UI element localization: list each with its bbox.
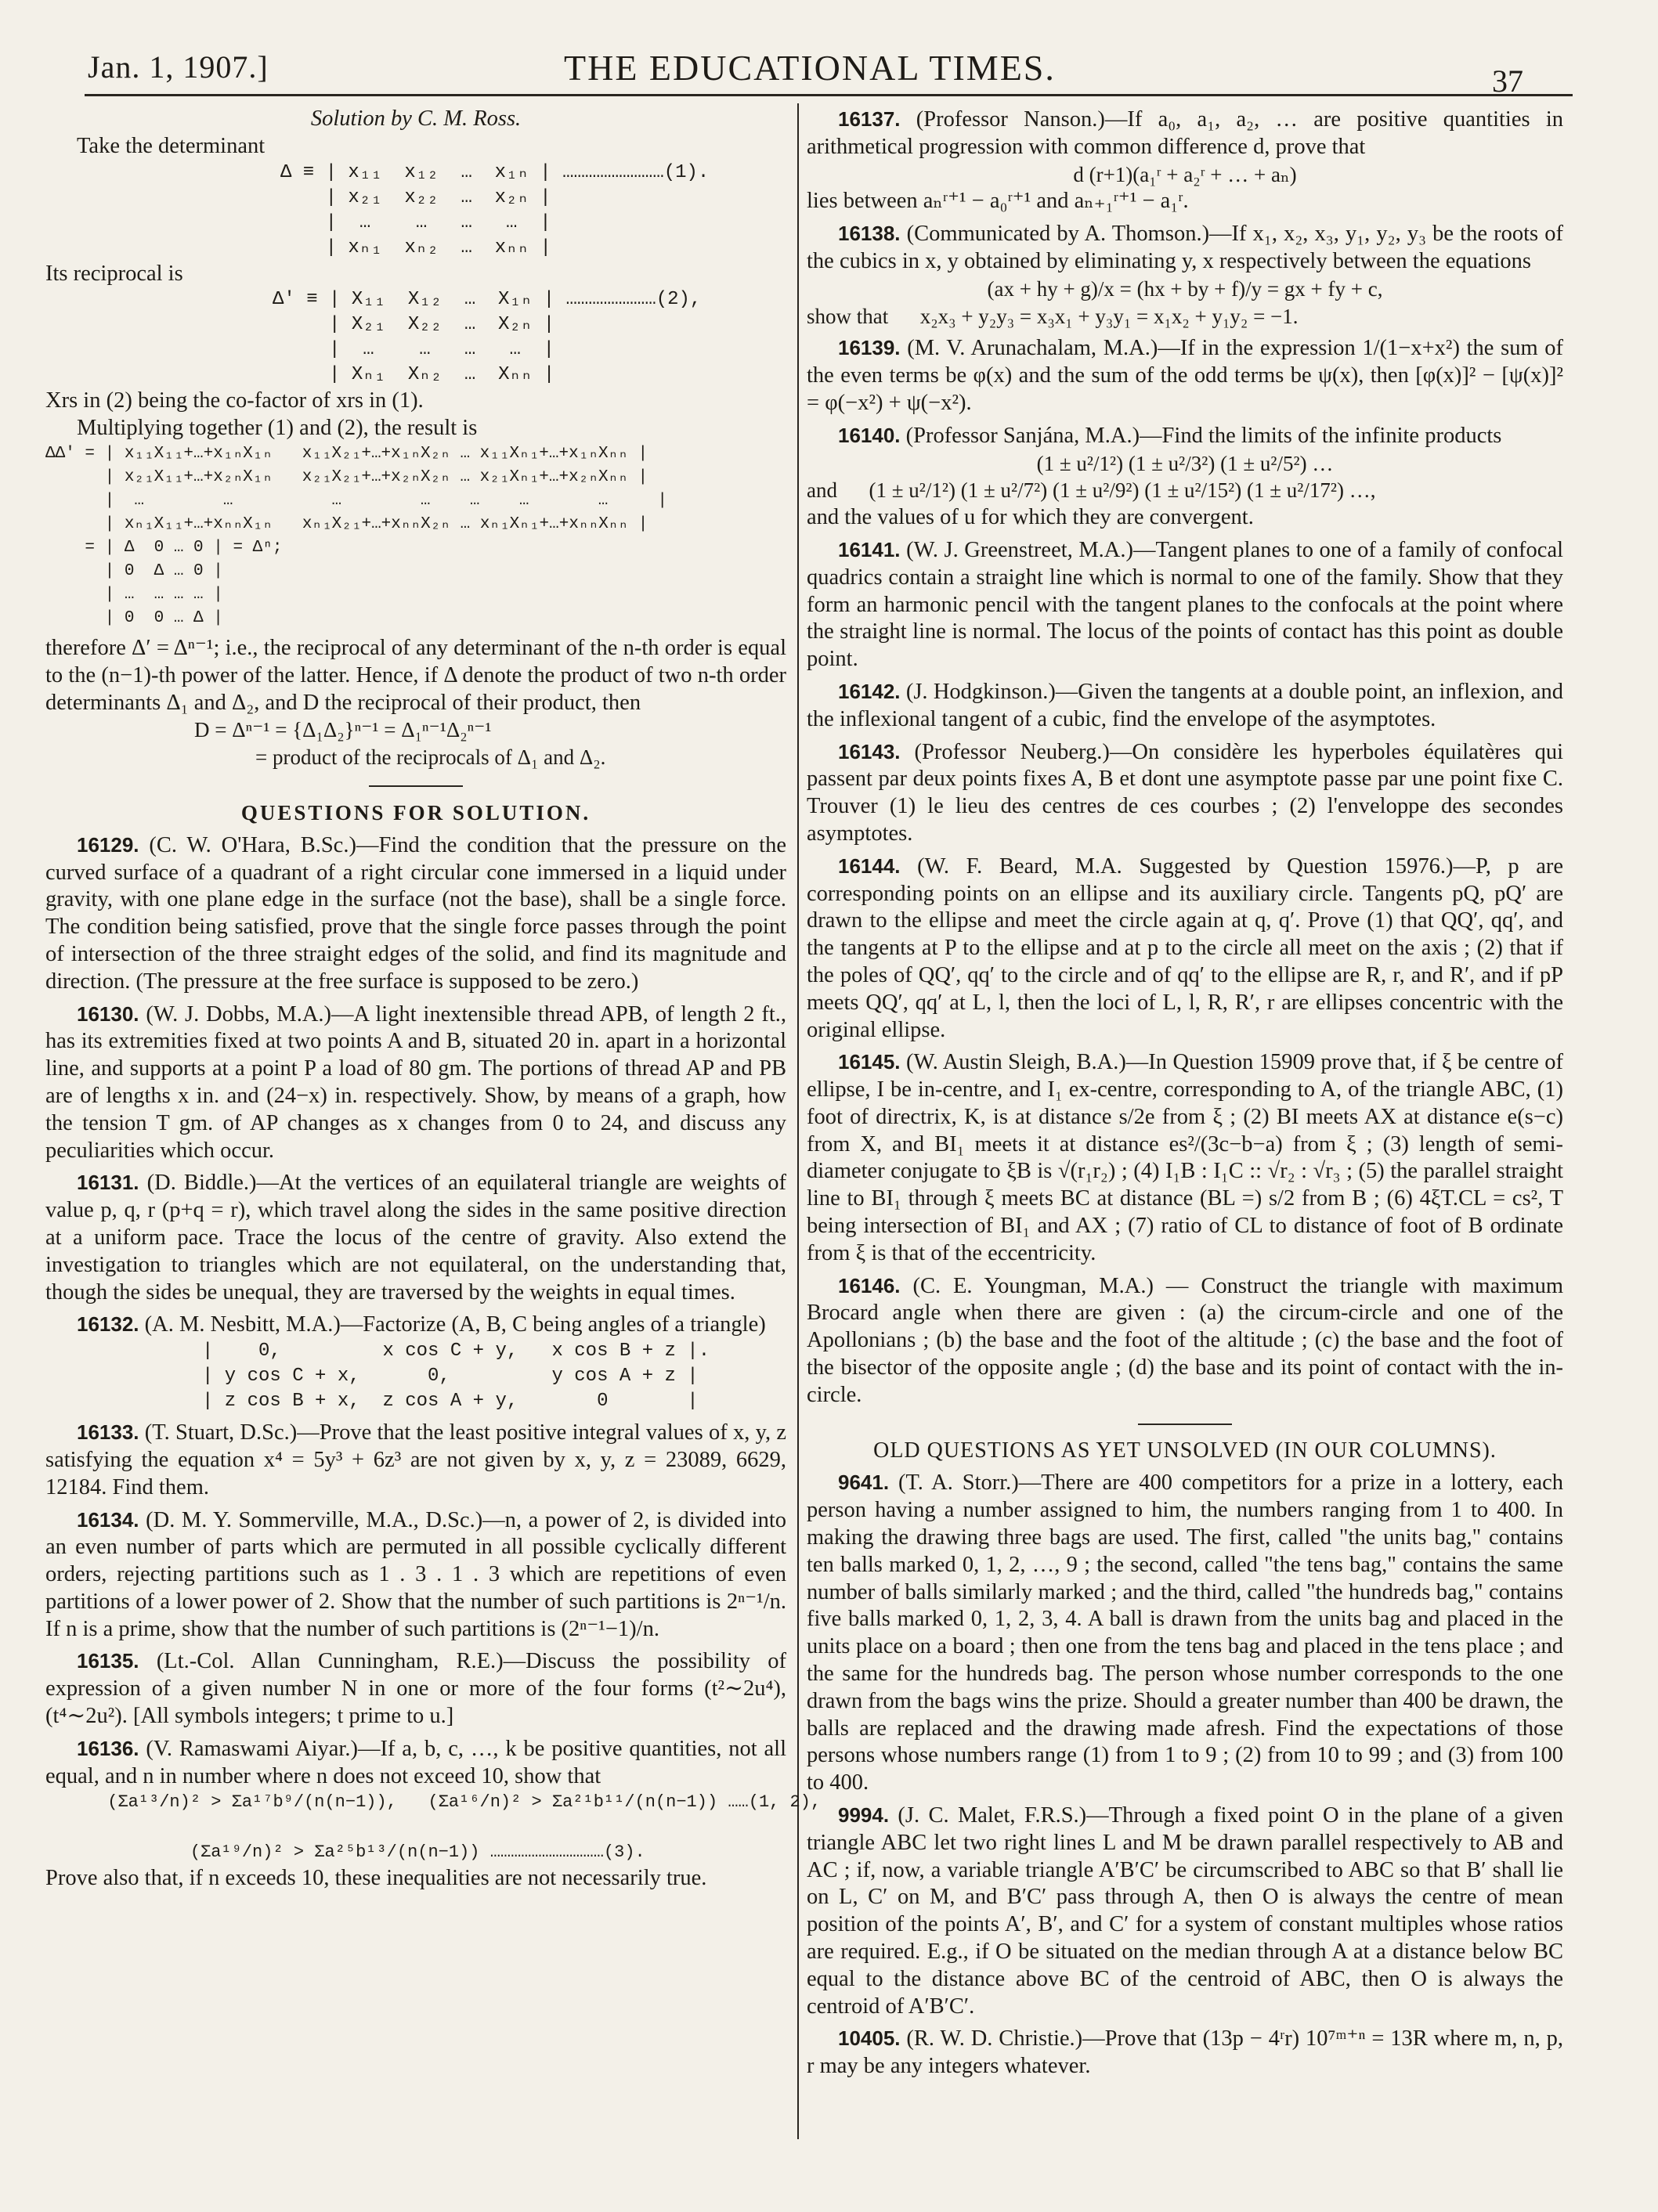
question-16146: 16146. (C. E. Youngman, M.A.) — Construct the triangle with maximum Brocard angle when there are given : (a) the circum-circle and one of the Apollonians ; (b) the base and the foot of the altitude ; (c) the base and the foot of the bisector of the opposite angle ; (d) the base and its point of contact with the in-circle. [807,1273,1563,1407]
question-16133: 16133. (T. Stuart, D.Sc.)—Prove that the least positive integral values of x, y, z satisfying the equation x⁴ = 5y³ + 6z³ are not given by x, y, z = 23089, 6629, 12184. Find them. [45,1420,787,1499]
old-questions-heading: OLD QUESTIONS AS YET UNSOLVED (IN OUR COLUMNS). [873,1438,1497,1463]
cofactor-note: Xrs in (2) being the co-factor of xrs in (1). [45,388,424,413]
determinant-delta: Δ ≡ | x₁₁ x₁₂ … x₁ₙ | ………………………(1). | x₂₁ x₂₂ … x₂ₙ | | … … … … | | xₙ₁ xₙ₂ … xₙₙ | [280,161,710,258]
question-16136: 16136. (V. Ramaswami Aiyar.)—If a, b, c, …, k be positive quantities, not all equal, and n in number where n does not exceed 10, show that [45,1736,787,1788]
question-9994: 9994. (J. C. Malet, F.R.S.)—Through a fixed point O in the plane of a given triangle ABC let two right lines L and M be drawn parallel respectively to AB and AC ; if, now, a variable triangle A′B′C′ be circumscribed to ABC so that B′ shall lie on L, C′ on M, and B′C′ pass through A, then O is always the centre of mean position of the points A′, B′, and C′ for a system of constant multiples whose ratios are required. E.g., if O be situated on the median through A at a distance below BC equal to the distance above BC of the centroid of ABC, then O is always the centroid of A′B′C′. [807,1803,1563,2019]
question-16131: 16131. (D. Biddle.)—At the vertices of an equilateral triangle are weights of value p, q, r (p+q = r), which travel along the sides in the same positive direction at a uniform pace. Trace the locus of the centre of gravity. Also extend the investigation to triangles which are not equilateral, on the understanding that, though the sides be unequal, they are traversed by the weights in equal times. [45,1171,787,1304]
journal-title: THE EDUCATIONAL TIMES. [564,48,1056,88]
solution-byline: Solution by C. M. Ross. [310,106,522,131]
section-divider [369,785,463,787]
equation-d-result: = product of the reciprocals of Δ₁ and Δ₂. [255,745,606,770]
question-16136-end: Prove also that, if n exceeds 10, these inequalities are not necessarily true. [45,1866,707,1891]
question-16135: 16135. (Lt.-Col. Allan Cunningham, R.E.)—Discuss the possibility of expression of a given number N in one or more of the four forms (t²∼2u⁴), (t⁴∼2u²). [All symbols integers; t prime to u.] [45,1649,787,1729]
section-divider-right [1138,1424,1232,1425]
question-16137-end: lies between aₙʳ⁺¹ − a₀ʳ⁺¹ and aₙ₊₁ʳ⁺¹ − a₁ʳ. [807,189,1189,214]
question-16140: 16140. (Professor Sanjána, M.A.)—Find the limits of the infinite products [838,423,1502,448]
question-16140-end: and the values of u for which they are convergent. [807,505,1254,530]
question-16140-product-2: and (1 ± u²/1²) (1 ± u²/7²) (1 ± u²/9²) (1 ± u²/15²) (1 ± u²/17²) …, [807,478,1376,503]
question-16145: 16145. (W. Austin Sleigh, B.A.)—In Question 15909 prove that, if ξ be centre of ellipse, I be in-centre, and I₁ ex-centre, corresponding to A, of the triangle ABC, (1) foot of directrix, K, is at distance s/2e from ξ ; (2) BI meets AX at distance e(s−c) from X, and BI₁ meets it at distance es²/(3c−b−a) from ξ ; (3) length of semi-diameter conjugate to ξB is √(r₁r₂) ; (4) I₁B : I₁C :: √r₂ : √r₃ ; (5) the parallel straight line to BI₁ through ξ meets BC at distance (BL =) s/2 from B ; (6) 4ξT.CL = cs², T being intersection of BI₁ and AX ; (7) ratio of CL to distance of foot of B ordinate from ξ is that of the eccentricity. [807,1050,1563,1265]
header-date: Jan. 1, 1907.] [88,49,269,85]
question-16138: 16138. (Communicated by A. Thomson.)—If x₁, x₂, x₃, y₁, y₂, y₃ be the roots of the cubics in x, y obtained by eliminating y, x respectively between the equations [807,222,1563,273]
question-16134: 16134. (D. M. Y. Sommerville, M.A., D.Sc.)—n, a power of 2, is divided into an even number of parts which are permuted in all possible cyclically different orders, rejecting partitions such as 1 . 3 . 1 . 3 which are repetitions of even partitions of a lower power of 2. Show that the number of such partitions is 2ⁿ⁻¹/n. If n is a prime, show that the number of such partitions is (2ⁿ⁻¹−1)/n. [45,1507,787,1641]
question-16138-equation: (ax + hy + g)/x = (hx + by + f)/y = gx + fy + c, [987,276,1383,301]
question-16132-determinant: | 0, x cos C + y, x cos B + z |. | y cos C + x, 0, y cos A + z | | z cos B + x, z cos A + y, 0 | [202,1341,710,1413]
question-16137: 16137. (Professor Nanson.)—If a₀, a₁, a₂, … are positive quantities in arithmetical progression with common difference d, prove that [807,107,1563,159]
question-16130: 16130. (W. J. Dobbs, M.A.)—A light inextensible thread APB, of length 2 ft., has its extremities fixed at two points A and B, situated 20 in. apart in a horizontal line, and supports at a point P a load of 80 gm. The portions of thread AP and PB are of lengths x in. and (24−x) in. respectively. Show, by means of a graph, how the tension T gm. of AP changes as x changes from 0 to 24, and discuss any peculiarities which occur. [45,1001,786,1163]
solution-conclusion: therefore Δ′ = Δⁿ⁻¹; i.e., the reciprocal of any determinant of the n-th order is equal to the (n−1)-th power of the latter. Hence, if Δ denote the product of two n-th order determinants Δ₁ and Δ₂, and D the reciprocal of their product, then [45,635,786,715]
question-10405: 10405. (R. W. D. Christie.)—Prove that (13p − 4ʳr) 10⁷ᵐ⁺ⁿ = 13R where m, n, p, r may be any integers whatever. [807,2026,1564,2079]
multiply-note: Multiplying together (1) and (2), the result is [77,416,478,441]
question-16143: 16143. (Professor Neuberg.)—On considère les hyperboles équilatères qui passent par deux points fixes A, B et dont une asymptote passe par une point fixe C. Trouver (1) le lieu des centres de ces courbes ; (2) l'enveloppe des secondes asymptotes. [807,739,1563,846]
left-column [45,106,822,1893]
question-16136-inequalities: (Σa¹³/n)² > Σa¹⁷b⁹/(n(n−1)), (Σa¹⁶/n)² > Σa²¹b¹¹/(n(n−1)) ……(1, 2), (Σa¹⁹/n)² > Σa²⁵b¹³/(n(n−1)) ……………………………(3). [107,1792,822,1863]
determinant-reciprocal: Δ′ ≡ | X₁₁ X₁₂ … X₁ₙ | ……………………(2), | X₂₁ X₂₂ … X₂ₙ | | … … … … | | Xₙ₁ Xₙ₂ … Xₙₙ | [273,289,702,386]
question-16139: 16139. (M. V. Arunachalam, M.A.)—If in the expression 1/(1−x+x²) the sum of the even terms be φ(x) and the sum of the odd terms be ψ(x), then [φ(x)]² − [ψ(x)]² = φ(−x²) + ψ(−x²). [807,336,1564,415]
determinant-product: ΔΔ′ = | x₁₁X₁₁+…+x₁ₙX₁ₙ x₁₁X₂₁+…+x₁ₙX₂ₙ … x₁₁Xₙ₁+…+x₁ₙXₙₙ | | x₂₁X₁₁+…+x₂ₙX₁ₙ x₂₁X₂₁+…+x₂ₙX₂ₙ … x₂₁Xₙ₁+…+x₂ₙXₙₙ | | … … … … … … … | | xₙ₁X₁₁+…+xₙₙX₁ₙ xₙ₁X₂₁+…+xₙₙX₂ₙ … xₙ₁Xₙ₁+…+xₙₙXₙₙ | = | Δ 0 … 0 | = Δⁿ; | 0 Δ … 0 | | … … … … | | 0 0 … Δ | [45,444,667,627]
right-column [807,106,1563,2080]
question-16132: 16132. (A. M. Nesbitt, M.A.)—Factorize (A, B, C being angles of a triangle) [77,1312,766,1337]
reciprocal-intro: Its reciprocal is [45,261,183,286]
question-16144: 16144. (W. F. Beard, M.A. Suggested by Question 15976.)—P, p are corresponding points on an ellipse and its auxiliary circle. Tangents pQ, pQ′ are drawn to the ellipse and meet the circle again at q, q′. Prove (1) that QQ′, qq′, and the tangents at P to the ellipse and at p to the circle all meet on the axis ; (2) that if the poles of QQ′, qq′ to the circle and of qq′ to the ellipse are R, r, and R′, and if pP meets QQ′, qq′ at L, l, then the loci of L, l, R, R′, r are ellipses concentric with the original ellipse. [807,853,1563,1042]
page-number: 37 [1492,63,1523,99]
header-rule [85,94,1573,96]
equation-d: D = Δⁿ⁻¹ = {Δ₁Δ₂}ⁿ⁻¹ = Δ₁ⁿ⁻¹Δ₂ⁿ⁻¹ [194,718,492,742]
question-16142: 16142. (J. Hodgkinson.)—Given the tangents at a double point, an inflexion, and the inflexional tangent of a cubic, find the envelope of the asymptotes. [807,679,1564,731]
question-16140-product-1: (1 ± u²/1²) (1 ± u²/3²) (1 ± u²/5²) … [1036,451,1334,475]
column-divider [797,103,799,2139]
question-16137-equation: d (r+1)(a₁ʳ + a₂ʳ + … + aₙ) [1073,162,1297,186]
question-16141: 16141. (W. J. Greenstreet, M.A.)—Tangent planes to one of a family of confocal quadrics contain a straight line which is normal to one of the family. Show that they form an harmonic pencil with the tangent planes to the confocals at the point where the straight line is normal. The locus of the points of contact has this point as double point. [807,537,1564,672]
questions-heading: QUESTIONS FOR SOLUTION. [240,800,591,825]
question-16129: 16129. (C. W. O'Hara, B.Sc.)—Find the condition that the pressure on the curved surface of a quadrant of a right circular cone immersed in a liquid under gravity, with one plane edge in the surface (not the base), shall be a single force. The condition being satisfied, prove that the single force passes through the point of intersection of the three straight edges of the solid, and find its magnitude and direction. (The pressure at the free surface is supposed to be zero.) [45,832,786,994]
question-16138-result: show that x₂x₃ + y₂y₃ = x₃x₁ + y₃y₁ = x₁x₂ + y₁y₂ = −1. [807,304,1299,328]
question-9641: 9641. (T. A. Storr.)—There are 400 competitors for a prize in a lottery, each person having a number assigned to him, the numbers ranging from 1 to 400. In making the drawing three bags are used. The first, called "the units bag," contains ten balls marked 0, 1, 2, …, 9 ; the second, called "the tens bag," contains the same number of balls similarly marked ; and the third, called "the hundreds bag," contains five balls marked 0, 1, 2, 3, 4. A ball is drawn from the units bag and placed in the units place on a board ; then one from the tens bag and placed in the tens place ; and the same for the hundreds bag. The person whose number corresponds to the one drawn from the bags wins the prize. Should a greater number than 400 be drawn, the balls are replaced and the drawing made afresh. Find the expectations of those persons whose numbers range (1) from 1 to 9 ; (2) from 10 to 99 ; and (3) from 100 to 400. [807,1470,1564,1795]
solution-intro: Take the determinant [77,133,265,158]
